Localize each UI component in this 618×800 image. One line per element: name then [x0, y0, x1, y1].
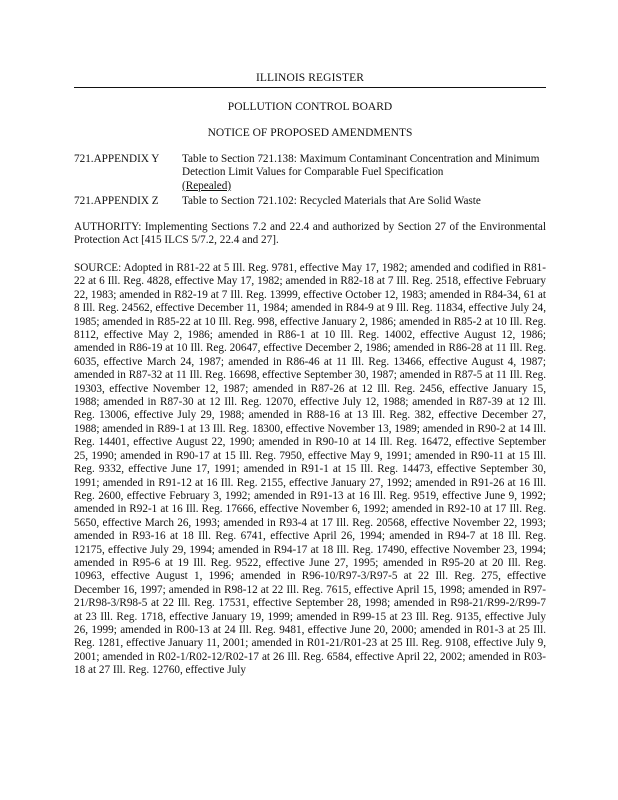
appendix-description [182, 153, 546, 193]
appendix-description-text: Table to Section 721.138: Maximum Contaminant Concentration and Minimum Detection Limit Values for Comparable Fuel Specification [182, 153, 540, 179]
register-title: ILLINOIS REGISTER [255, 72, 365, 84]
appendix-description: Table to Section 721.102: Recycled Materials that Are Solid Waste [182, 195, 481, 207]
appendix-id: 721.APPENDIX Y [74, 153, 160, 165]
repealed-note: (Repealed) [182, 179, 232, 192]
appendix-id: 721.APPENDIX Z [74, 195, 159, 207]
board-name: POLLUTION CONTROL BOARD [227, 101, 393, 113]
notice-title: NOTICE OF PROPOSED AMENDMENTS [207, 127, 413, 139]
authority-paragraph: AUTHORITY: Implementing Sections 7.2 and 22.4 and authorized by Section 27 of the Environmental Protection Act [415 ILCS 5/7.2, 22.4 and 27]. [74, 221, 546, 247]
header-divider [74, 87, 546, 88]
source-paragraph: SOURCE: Adopted in R81-22 at 5 Ill. Reg. 9781, effective May 17, 1982; amended and codified in R81-22 at 6 Ill. Reg. 4828, effective May 17, 1982; amended in R82-18 at 7 Ill. Reg. 2518, effective February 22, 1983; amended in R82-19 at 7 Ill. Reg. 13999, effective October 12, 1983; amended in R84-34, 61 at 8 Ill. Reg. 24562, effective December 11, 1984; amended in R84-9 at 9 Ill. Reg. 11834, effective July 24, 1985; amended in R85-22 at 10 Ill. Reg. 998, effective January 2, 1986; amended in R85-2 at 10 Ill. Reg. 8112, effective May 2, 1986; amended in R86-1 at 10 Ill. Reg. 14002, effective August 12, 1986; amended in R86-19 at 10 Ill. Reg. 20647, effective December 2, 1986; amended in R86-28 at 11 Ill. Reg. 6035, effective March 24, 1987; amended in R86-46 at 11 Ill. Reg. 13466, effective August 4, 1987; amended in R87-32 at 11 Ill. Reg. 16698, effective September 30, 1987; amended in R87-5 at 11 Ill. Reg. 19303, effective November 12, 1987; amended in R87-26 at 12 Ill. Reg. 2456, effective January 15, 1988; amended in R87-30 at 12 Ill. Reg. 12070, effective July 12, 1988; amended in R87-39 at 12 Ill. Reg. 13006, effective July 29, 1988; amended in R88-16 at 13 Ill. Reg. 382, effective December 27, 1988; amended in R89-1 at 13 Ill. Reg. 18300, effective November 13, 1989; amended in R90-2 at 14 Ill. Reg. 14401, effective August 22, 1990; amended in R90-10 at 14 Ill. Reg. 16472, effective September 25, 1990; amended in R90-17 at 15 Ill. Reg. 7950, effective May 9, 1991; amended in R90-11 at 15 Ill. Reg. 9332, effective June 17, 1991; amended in R91-1 at 15 Ill. Reg. 14473, effective September 30, 1991; amended in R91-12 at 16 Ill. Reg. 2155, effective January 27, 1992; amended in R91-26 at 16 Ill. Reg. 2600, effective February 3, 1992; amended in R91-13 at 16 Ill. Reg. 9519, effective June 9, 1992; amended in R92-1 at 16 Ill. Reg. 17666, effective November 6, 1992; amended in R92-10 at 17 Ill. Reg. 5650, effective March 26, 1993; amended in R93-4 at 17 Ill. Reg. 20568, effective November 22, 1993; amended in R93-16 at 18 Ill. Reg. 6741, effective April 26, 1994; amended in R94-7 at 18 Ill. Reg. 12175, effective July 29, 1994; amended in R94-17 at 18 Ill. Reg. 17490, effective November 23, 1994; amended in R95-6 at 19 Ill. Reg. 9522, effective June 27, 1995; amended in R95-20 at 20 Ill. Reg. 10963, effective August 1, 1996; amended in R96-10/R97-3/R97-5 at 22 Ill. Reg. 275, effective December 16, 1997; amended in R98-12 at 22 Ill. Reg. 7615, effective April 15, 1998; amended in R97-21/R98-3/R98-5 at 22 Ill. Reg. 17531, effective September 28, 1998; amended in R98-21/R99-2/R99-7 at 23 Ill. Reg. 1718, effective January 19, 1999; amended in R99-15 at 23 Ill. Reg. 9135, effective July 26, 1999; amended in R00-13 at 24 Ill. Reg. 9481, effective June 20, 2000; amended in R01-3 at 25 Ill. Reg. 1281, effective January 11, 2001; amended in R01-21/R01-23 at 25 Ill. Reg. 9108, effective July 9, 2001; amended in R02-1/R02-12/R02-17 at 26 Ill. Reg. 6584, effective April 22, 2002; amended in R03-18 at 27 Ill. Reg. 12760, effective July [74, 262, 546, 677]
